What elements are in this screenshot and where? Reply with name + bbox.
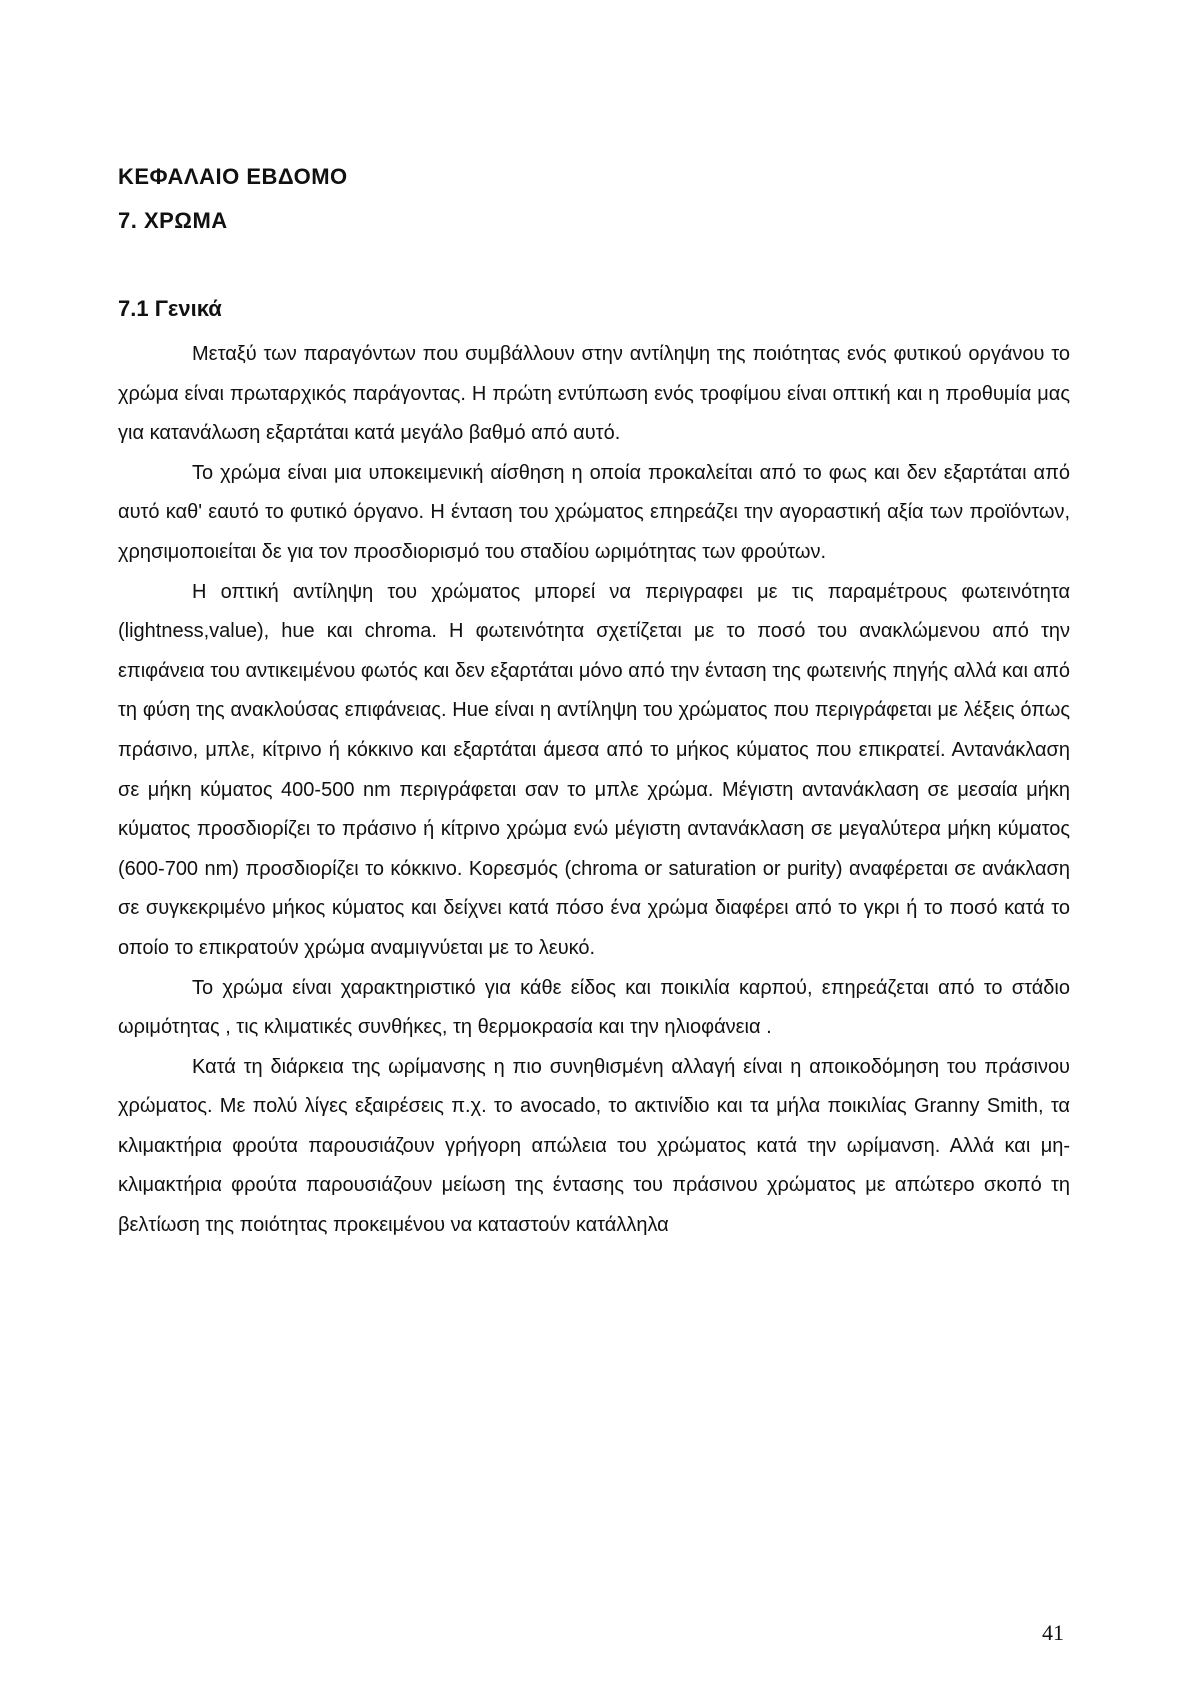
chapter-title: 7. ΧΡΩΜΑ	[118, 208, 228, 233]
paragraph-color-sensation: Το χρώμα είναι μια υποκειμενική αίσθηση η οποία προκαλείται από το φως και δεν εξαρτάται από αυτό καθ' εαυτό το φυτικό όργανο. Η ένταση του χρώματος επηρεάζει την αγοραστική αξία των προϊόντων, χρησιμοποιείται δε για τον προσδιορισμό του σταδίου ωριμότητας των φρούτων.	[118, 461, 1070, 563]
paragraph-intro: Μεταξύ των παραγόντων που συμβάλλουν στην αντίληψη της ποιότητας ενός φυτικού οργάνου το χρώμα είναι πρωταρχικός παράγοντας. Η πρώτη εντύπωση ενός τροφίμου είναι οπτική και η προθυμία μας για κατανάλωση εξαρτάται κατά μεγάλο βαθμό από αυτό.	[118, 343, 1070, 445]
paragraph-color-characteristic: Το χρώμα είναι χαρακτηριστικό για κάθε είδος και ποικιλία καρπού, επηρεάζεται από το στάδιο ωριμότητας , τις κλιματικές συνθήκες, τη θερμοκρασία και την ηλιοφάνεια .	[118, 976, 1070, 1039]
chapter-label: ΚΕΦΑΛΑΙΟ ΕΒΔΟΜΟ	[118, 164, 348, 189]
section-title: 7.1 Γενικά	[118, 296, 222, 321]
body-text	[118, 335, 1070, 1246]
page-number: 41	[1042, 1620, 1064, 1645]
paragraph-color-parameters: Η οπτική αντίληψη του χρώματος μπορεί να περιγραφει με τις παραμέτρους φωτεινότητα (lightness,value), hue και chroma. Η φωτεινότητα σχετίζεται με το ποσό του ανακλώμενου από την επιφάνεια του αντικειμένου φωτός και δεν εξαρτάται μόνο από την ένταση της φωτεινής πηγής αλλά και από τη φύση της ανακλούσας επιφάνειας. Hue είναι η αντίληψη του χρώματος που περιγράφεται με λέξεις όπως πράσινο, μπλε, κίτρινο ή κόκκινο και εξαρτάται άμεσα από το μήκος κύματος που επικρατεί. Αντανάκλαση σε μήκη κύματος 400-500 nm περιγράφεται σαν το μπλε χρώμα. Μέγιστη αντανάκλαση σε μεσαία μήκη κύματος προσδιορίζει το πράσινο ή κίτρινο χρώμα ενώ μέγιστη αντανάκλαση σε μεγαλύτερα μήκη κύματος (600-700 nm) προσδιορίζει το κόκκινο. Κορεσμός (chroma or saturation or purity) αναφέρεται σε ανάκλαση σε συγκεκριμένο μήκος κύματος και δείχνει κατά πόσο ένα χρώμα διαφέρει από το γκρι ή το ποσό κατά το οποίο το επικρατούν χρώμα αναμιγνύεται με το λευκό.	[118, 580, 1070, 959]
paragraph-ripening: Κατά τη διάρκεια της ωρίμανσης η πιο συνηθισμένη αλλαγή είναι η αποικοδόμηση του πράσινου χρώματος. Με πολύ λίγες εξαιρέσεις π.χ. το avocado, το ακτινίδιο και τα μήλα ποικιλίας Granny Smith, τα κλιμακτήρια φρούτα παρουσιάζουν γρήγορη απώλεια του χρώματος κατά την ωρίμανση. Αλλά και μη-κλιμακτήρια φρούτα παρουσιάζουν μείωση της έντασης του πράσινου χρώματος με απώτερο σκοπό τη βελτίωση της ποιότητας προκειμένου να καταστούν κατάλληλα	[118, 1055, 1070, 1237]
